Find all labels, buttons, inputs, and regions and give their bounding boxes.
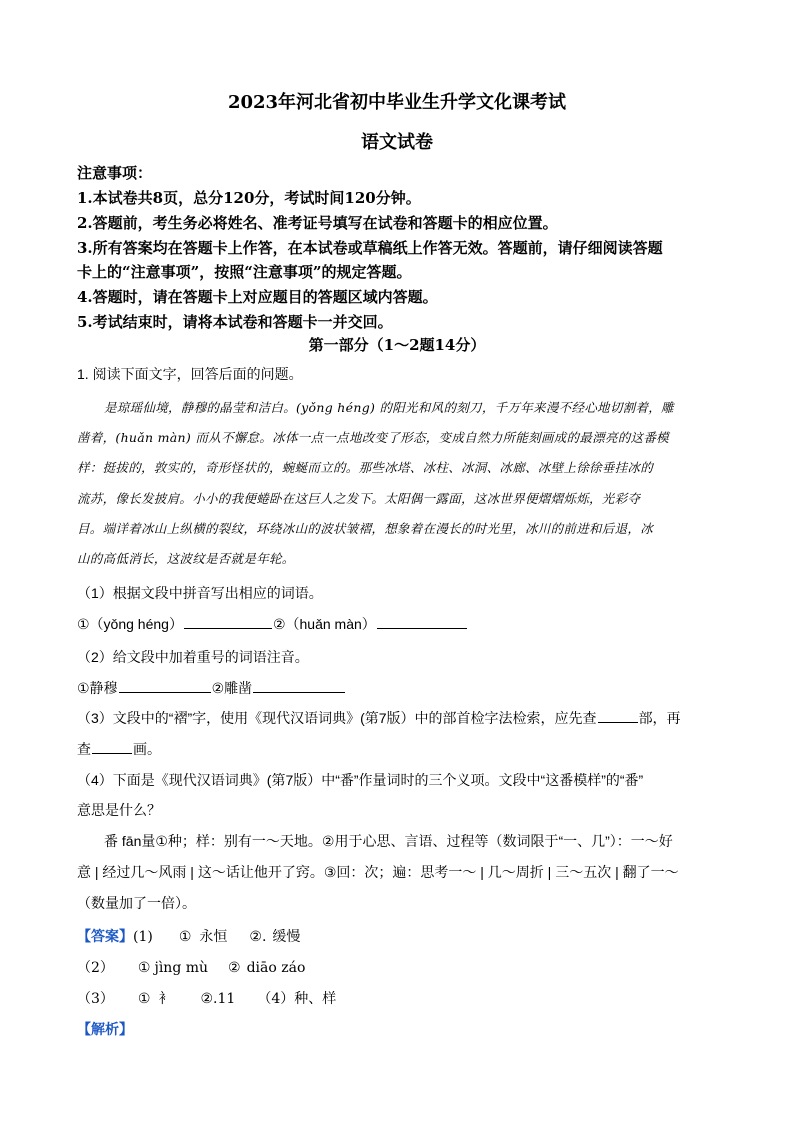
analysis-tag: 【解析】 bbox=[77, 1021, 133, 1037]
blank-label: ①静穆 bbox=[77, 680, 118, 696]
notice-heading: 注意事项： bbox=[77, 164, 153, 182]
answer-number: （2） bbox=[77, 960, 114, 976]
dictionary-entry: 番 fān量①种；样：别有一～天地。②用于心思、言语、过程等（数词限于“一、几”）：一～好 bbox=[104, 833, 673, 849]
part-heading: 第一部分（1～2题14分） bbox=[308, 336, 486, 354]
exam-subtitle: 语文试卷 bbox=[361, 132, 433, 153]
sub-question-1: （1）根据文段中拼音写出相应的词语。 bbox=[77, 585, 323, 601]
sub-question-3-line-1 bbox=[77, 708, 681, 728]
answer-mark: ① bbox=[137, 960, 151, 976]
answer-blank bbox=[253, 691, 345, 693]
analysis-heading bbox=[77, 1019, 133, 1039]
answer-blank bbox=[119, 691, 211, 693]
answer-value: 永恒 bbox=[199, 929, 228, 945]
answer-blank bbox=[184, 627, 272, 629]
passage-line: 是琼瑶仙境，静穆的晶莹和洁白。(yǒng héng) 的阳光和风的刻刀，千万年来漫不经心地切割着，雕 bbox=[104, 400, 674, 415]
blank-label: ②雕凿 bbox=[211, 680, 253, 696]
answer-value: jìng mù bbox=[154, 960, 209, 976]
exam-title: 2023年河北省初中毕业生升学文化课考试 bbox=[227, 92, 567, 113]
sub-question-3-text: 部，再 bbox=[638, 710, 681, 726]
notice-item: 5.考试结束时，请将本试卷和答题卡一并交回。 bbox=[77, 313, 393, 331]
answer-mark: ① bbox=[137, 991, 151, 1007]
blank-label: ②（huǎn màn） bbox=[272, 616, 376, 632]
passage-line: 凿着，(huǎn màn) 而从不懈怠。冰体一点一点地改变了形态，变成自然力所能刻画成的最漂亮的这番模 bbox=[77, 430, 669, 445]
answer-row-2 bbox=[77, 957, 305, 977]
notice-item: 3.所有答案均在答题卡上作答，在本试卷或草稿纸上作答无效。答题前，请仔细阅读答题 bbox=[77, 239, 663, 257]
sub-question-2-blanks bbox=[77, 678, 346, 698]
passage-line: 目。端详着冰山上纵横的裂纹，环绕冰山的波状皱褶，想象着在漫长的时光里，冰川的前进和后退，冰 bbox=[77, 521, 654, 536]
answer-value: diāo záo bbox=[246, 960, 306, 976]
passage-line: 流苏，像长发披肩。小小的我便蜷卧在这巨人之发下。太阳偶一露面，这冰世界便熠熠烁烁，光彩夺 bbox=[77, 491, 641, 506]
answer-tag: 【答案】 bbox=[77, 928, 133, 944]
answer-mark: ②. bbox=[249, 929, 267, 945]
answer-row-3 bbox=[77, 988, 336, 1008]
sub-question-4-line-2: 意思是什么？ bbox=[77, 802, 161, 818]
notice-item: 卡上的“注意事项”，按照“注意事项”的规定答题。 bbox=[77, 263, 412, 281]
sub-question-4-line-1: （4）下面是《现代汉语词典》(第7版）中“番”作量词时的三个义项。文段中“这番模样”的“番” bbox=[77, 772, 644, 788]
answer-value: 缓慢 bbox=[272, 929, 301, 945]
sub-question-3-text: 查 bbox=[77, 741, 91, 757]
answer-blank bbox=[377, 627, 467, 629]
answer-mark: ② bbox=[228, 960, 241, 976]
blank-label: ①（yǒng héng） bbox=[77, 616, 183, 632]
answer-mark: ②. bbox=[200, 991, 218, 1007]
answer-value: 11 bbox=[217, 991, 236, 1007]
answer-mark: ① bbox=[178, 929, 192, 945]
answer-blank bbox=[92, 752, 132, 754]
answer-blank bbox=[598, 721, 638, 723]
passage-line: 样：挺拔的，敦实的，奇形怪状的，蜿蜒而立的。那些冰塔、冰柱、冰洞、冰廊、冰壁上徐徐垂挂冰的 bbox=[77, 460, 654, 475]
notice-item: 4.答题时，请在答题卡上对应题目的答题区域内答题。 bbox=[77, 288, 438, 306]
sub-question-2: （2）给文段中加着重号的词语注音。 bbox=[77, 649, 309, 665]
answer-number: （3） bbox=[77, 991, 114, 1007]
dictionary-entry: （数量加了一倍）。 bbox=[77, 895, 196, 911]
answer-value: （4）种、样 bbox=[257, 991, 337, 1007]
sub-question-3-text: （3）文段中的“褶”字，使用《现代汉语词典》(第7版）中的部首检字法检索，应先查 bbox=[77, 710, 597, 726]
dictionary-entry: 意 | 经过几～风雨 | 这～话让他开了窍。③回：次；遍：思考一～ | 几～周折 | 三～五次 | 翻了一～ bbox=[77, 864, 679, 880]
passage-line: 山的高低消长，这波纹是否就是年轮。 bbox=[77, 551, 295, 566]
sub-question-3-text: 画。 bbox=[133, 741, 161, 757]
answer-number: (1) bbox=[133, 929, 153, 945]
answer-row-1 bbox=[77, 926, 300, 946]
answer-value: 衤 bbox=[158, 991, 173, 1007]
sub-question-3-line-2 bbox=[77, 739, 161, 759]
notice-item: 2.答题前，考生务必将姓名、准考证号填写在试卷和答题卡的相应位置。 bbox=[77, 214, 558, 232]
notice-item: 1.本试卷共8页，总分120分，考试时间120分钟。 bbox=[77, 189, 421, 207]
sub-question-1-blanks bbox=[77, 614, 468, 634]
question-1-intro: 1. 阅读下面文字，回答后面的问题。 bbox=[77, 366, 303, 382]
